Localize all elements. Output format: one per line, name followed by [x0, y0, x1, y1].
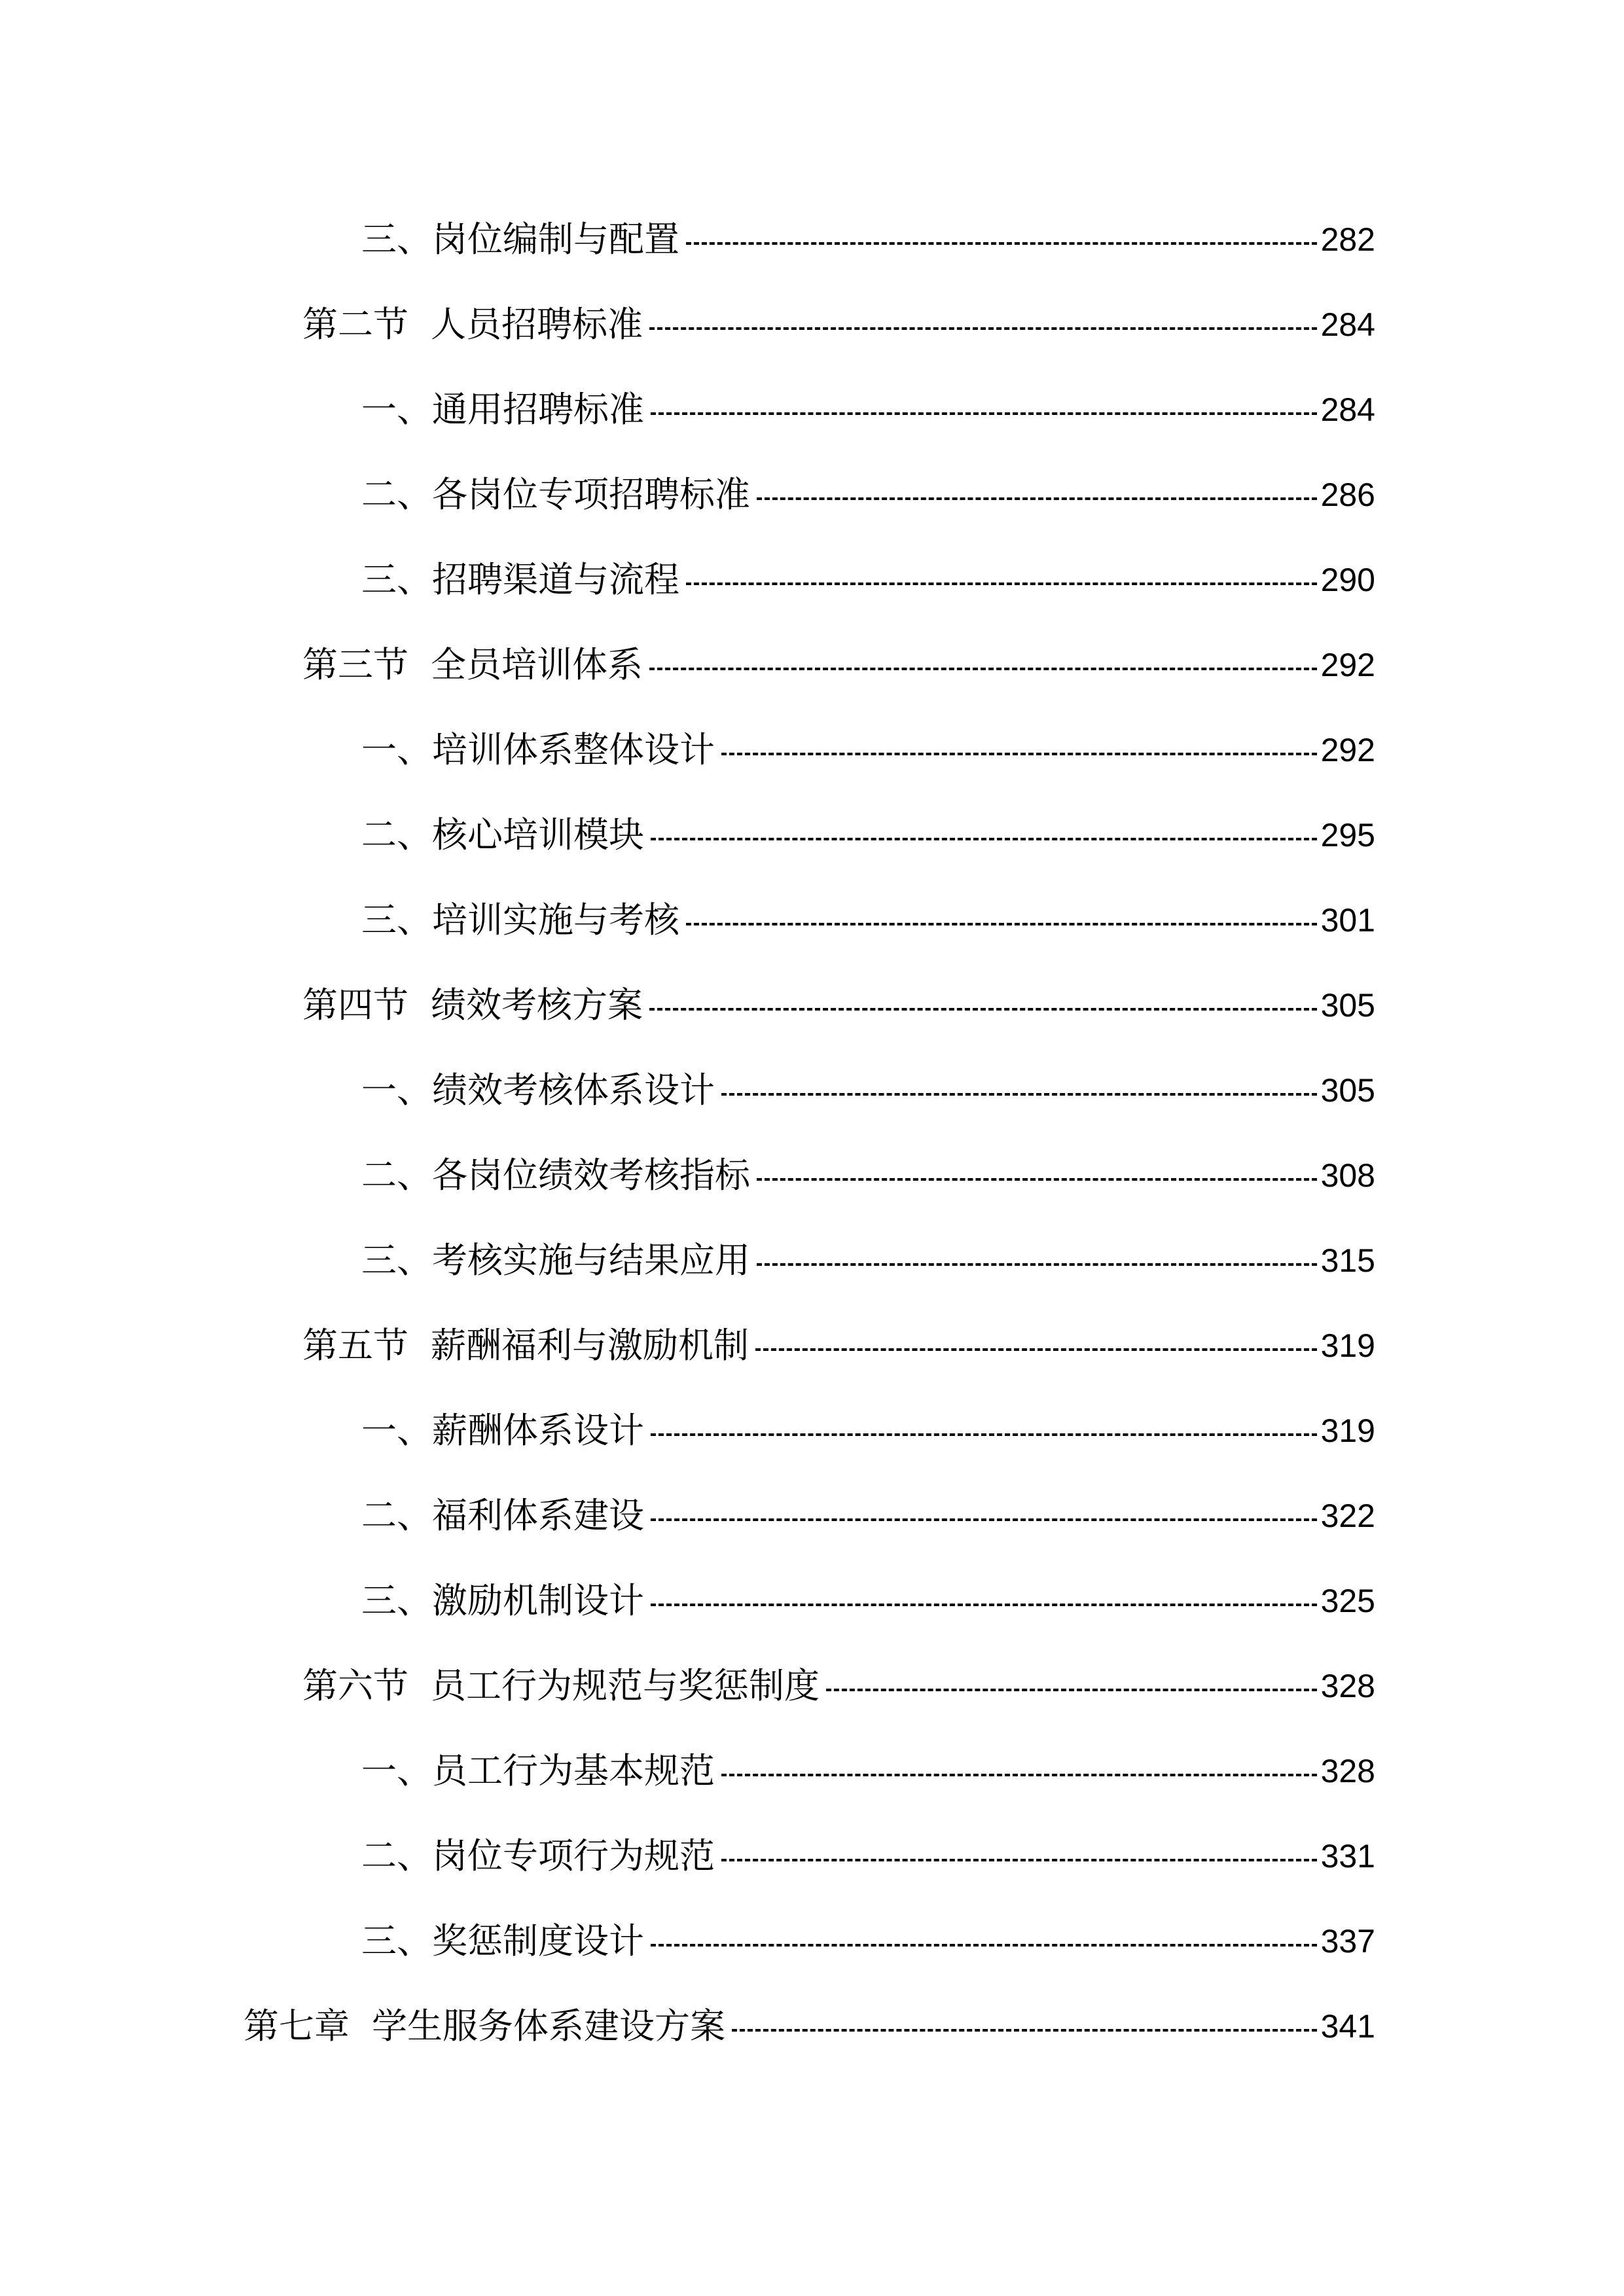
toc-entry-text: 培训实施与考核: [432, 899, 679, 941]
dot-leader: [649, 668, 1317, 670]
dot-leader: [686, 923, 1317, 925]
toc-entry[interactable]: [302, 1316, 1375, 1375]
toc-entry-number: 二、: [361, 1835, 432, 1876]
dot-leader: [757, 1178, 1317, 1181]
toc-page-number: 282: [1320, 221, 1375, 258]
toc-page-number: 305: [1320, 1072, 1375, 1109]
toc-entry-text: 福利体系建设: [432, 1495, 644, 1536]
toc-entry-title: [361, 389, 644, 430]
toc-entry-title: [361, 1750, 715, 1791]
toc-entry-text: 考核实施与结果应用: [432, 1240, 750, 1281]
toc-page-number: 305: [1320, 987, 1375, 1024]
toc-entry-text: 招聘渠道与流程: [432, 559, 679, 600]
toc-page-number: 286: [1320, 476, 1375, 513]
toc-entry-number: 一、: [361, 1410, 432, 1451]
toc-entry-text: 岗位编制与配置: [432, 219, 679, 260]
toc-entry-text: 员工行为基本规范: [432, 1750, 715, 1791]
toc-entry[interactable]: [302, 976, 1375, 1035]
dot-leader: [721, 1774, 1317, 1776]
toc-entry-title: [302, 304, 643, 345]
toc-entry-number: 二、: [361, 1155, 432, 1196]
toc-entry-text: 奖惩制度设计: [432, 1920, 644, 1962]
toc-entry[interactable]: [361, 1061, 1375, 1120]
toc-entry-text: 通用招聘标准: [432, 389, 644, 430]
toc-entry[interactable]: [361, 1912, 1375, 1971]
toc-entry-title: [361, 219, 679, 260]
dot-leader: [651, 838, 1317, 840]
toc-entry-text: 绩效考核体系设计: [432, 1069, 715, 1111]
toc-entry-text: 员工行为规范与奖惩制度: [431, 1665, 820, 1706]
toc-entry[interactable]: [361, 1827, 1375, 1886]
toc-entry-title: [361, 474, 750, 515]
toc-entry-text: 各岗位专项招聘标准: [432, 474, 750, 515]
toc-entry-text: 岗位专项行为规范: [432, 1835, 715, 1876]
dot-leader: [732, 2029, 1317, 2032]
toc-entry-number: 三、: [361, 559, 432, 600]
toc-page-number: 284: [1320, 306, 1375, 343]
toc-entry-title: [361, 1835, 715, 1876]
toc-entry-title: [361, 1580, 644, 1621]
toc-entry[interactable]: [361, 380, 1375, 439]
toc-entry[interactable]: [361, 465, 1375, 524]
toc-entry[interactable]: [361, 891, 1375, 950]
toc-entry[interactable]: [361, 1742, 1375, 1801]
toc-page-number: 328: [1320, 1668, 1375, 1704]
dot-leader: [721, 1859, 1317, 1861]
toc-entry-title: [361, 559, 679, 600]
toc-entry-number: 第二节: [302, 304, 408, 345]
toc-page-number: 290: [1320, 562, 1375, 598]
toc-entry[interactable]: [244, 1997, 1375, 2056]
toc-entry-text: 绩效考核方案: [431, 984, 643, 1026]
toc-entry[interactable]: [361, 1231, 1375, 1290]
dot-leader: [651, 412, 1317, 415]
toc-page-number: 341: [1320, 2008, 1375, 2045]
toc-entry[interactable]: [361, 721, 1375, 780]
toc-entry[interactable]: [302, 636, 1375, 694]
toc-entry[interactable]: [361, 210, 1375, 269]
toc-entry-number: 三、: [361, 1240, 432, 1281]
toc-entry-text: 学生服务体系建设方案: [372, 2005, 725, 2047]
toc-entry[interactable]: [302, 295, 1375, 354]
toc-entry-number: 一、: [361, 389, 432, 430]
toc-page-number: 295: [1320, 817, 1375, 853]
toc-page-number: 292: [1320, 732, 1375, 768]
toc-entry[interactable]: [361, 1571, 1375, 1630]
toc-page-number: 319: [1320, 1327, 1375, 1364]
toc-entry-number: 二、: [361, 814, 432, 855]
toc-entry-text: 人员招聘标准: [431, 304, 643, 345]
toc-entry[interactable]: [302, 1657, 1375, 1715]
toc-entry-title: [302, 1325, 749, 1366]
toc-page-number: 308: [1320, 1157, 1375, 1194]
dot-leader: [651, 1433, 1317, 1436]
toc-entry-number: 第四节: [302, 984, 408, 1026]
toc-entry-title: [361, 729, 715, 770]
toc-entry-title: [361, 1410, 644, 1451]
toc-entry-text: 全员培训体系: [431, 644, 643, 685]
toc-page-number: 325: [1320, 1583, 1375, 1619]
toc-page-number: 328: [1320, 1753, 1375, 1789]
toc-entry[interactable]: [361, 1146, 1375, 1205]
toc-entry-text: 薪酬福利与激励机制: [431, 1325, 749, 1366]
toc-entry-number: 第七章: [244, 2005, 350, 2047]
toc-entry[interactable]: [361, 806, 1375, 865]
toc-page-number: 319: [1320, 1412, 1375, 1449]
toc-entry-number: 第三节: [302, 644, 408, 685]
toc-entry-text: 培训体系整体设计: [432, 729, 715, 770]
toc-entry-text: 各岗位绩效考核指标: [432, 1155, 750, 1196]
dot-leader: [757, 497, 1317, 500]
toc-entry[interactable]: [361, 550, 1375, 609]
toc-entry-title: [361, 1069, 715, 1111]
toc-entry-title: [244, 2005, 725, 2047]
dot-leader: [651, 1518, 1317, 1521]
toc-entry-text: 激励机制设计: [432, 1580, 644, 1621]
toc-entry-title: [361, 1155, 750, 1196]
toc-entry-number: 第六节: [302, 1665, 408, 1706]
toc-entry-text: 核心培训模块: [432, 814, 644, 855]
dot-leader: [755, 1348, 1317, 1351]
toc-entry-title: [361, 1495, 644, 1536]
toc-entry-title: [302, 984, 643, 1026]
toc-entry-number: 三、: [361, 1580, 432, 1621]
dot-leader: [649, 1008, 1317, 1011]
toc-entry-number: 第五节: [302, 1325, 408, 1366]
dot-leader: [757, 1263, 1317, 1266]
toc-page-number: 301: [1320, 902, 1375, 939]
toc-entry-text: 薪酬体系设计: [432, 1410, 644, 1451]
dot-leader: [721, 1093, 1317, 1096]
toc-entry-number: 三、: [361, 899, 432, 941]
dot-leader: [686, 242, 1317, 245]
dot-leader: [649, 327, 1317, 330]
toc-entry-number: 一、: [361, 1069, 432, 1111]
toc-entry[interactable]: [361, 1401, 1375, 1460]
dot-leader: [721, 753, 1317, 755]
toc-page-number: 337: [1320, 1923, 1375, 1960]
toc-entry-number: 三、: [361, 1920, 432, 1962]
dot-leader: [651, 1944, 1317, 1946]
dot-leader: [651, 1604, 1317, 1606]
toc-entry-number: 二、: [361, 1495, 432, 1536]
toc-page-number: 315: [1320, 1242, 1375, 1279]
toc-entry-number: 一、: [361, 729, 432, 770]
toc-entry-number: 三、: [361, 219, 432, 260]
toc-entry-title: [302, 644, 643, 685]
toc-entry-title: [361, 1240, 750, 1281]
toc-entry-title: [302, 1665, 820, 1706]
toc-entry-title: [361, 814, 644, 855]
dot-leader: [826, 1689, 1317, 1691]
toc-entry-title: [361, 899, 679, 941]
toc-page-number: 331: [1320, 1838, 1375, 1874]
toc-entry-number: 二、: [361, 474, 432, 515]
toc-entry-number: 一、: [361, 1750, 432, 1791]
toc-page-number: 284: [1320, 391, 1375, 428]
toc-entry-title: [361, 1920, 644, 1962]
toc-page-number: 292: [1320, 647, 1375, 683]
toc-page-number: 322: [1320, 1498, 1375, 1534]
toc-entry[interactable]: [361, 1486, 1375, 1545]
dot-leader: [686, 583, 1317, 585]
